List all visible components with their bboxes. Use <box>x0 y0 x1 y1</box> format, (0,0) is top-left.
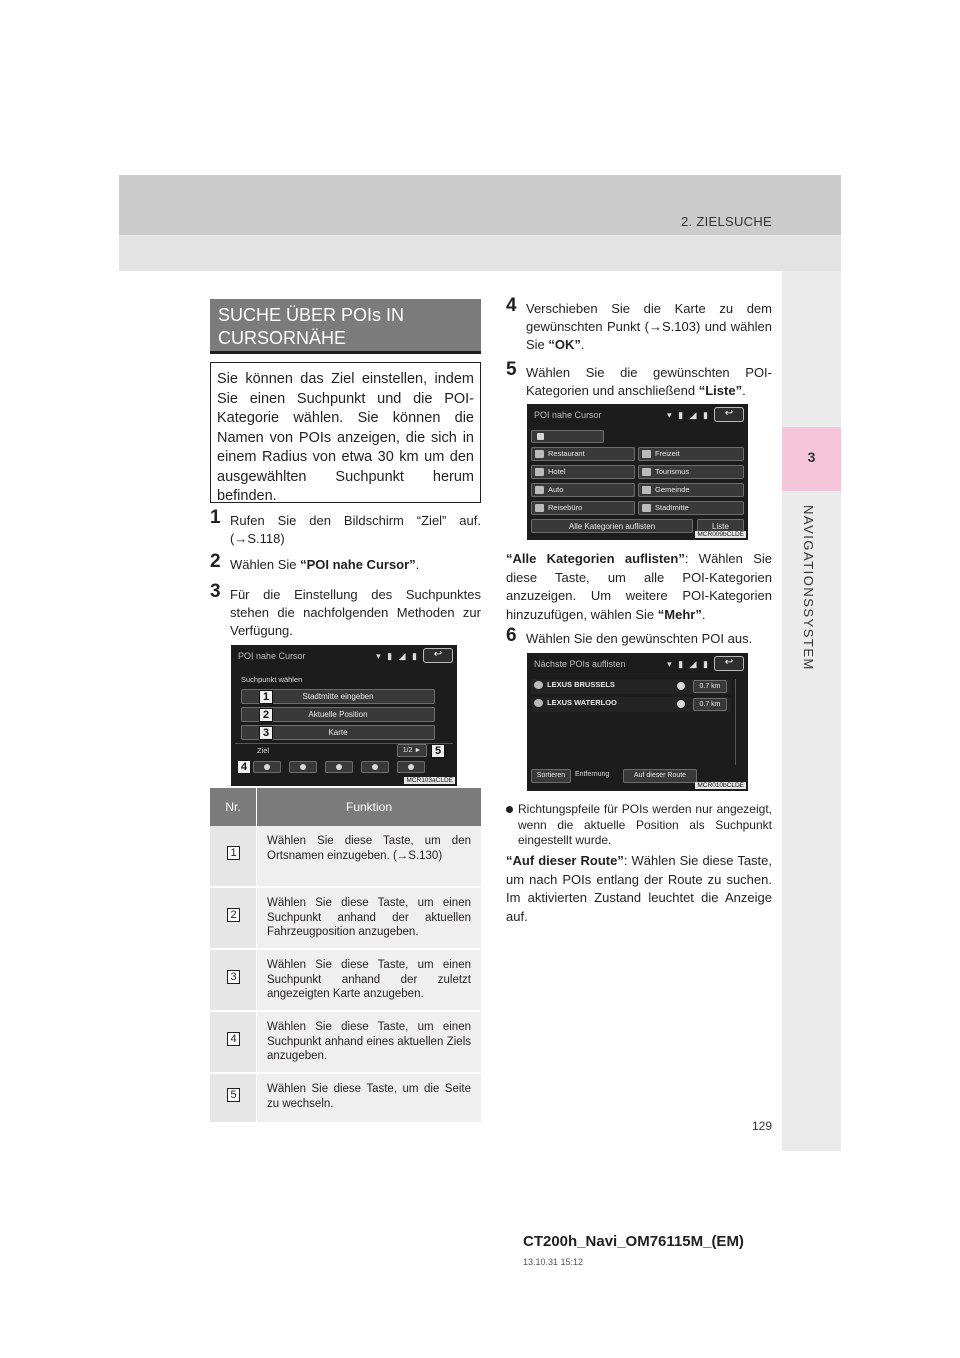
screen-title: POI nahe Cursor <box>238 651 306 661</box>
back-button[interactable]: ↩ <box>714 407 744 422</box>
all-categories-button[interactable]: Alle Kategorien auflisten <box>531 519 693 533</box>
hotel-icon <box>535 468 544 476</box>
screenshot-poi-nahe-cursor <box>231 645 457 786</box>
callout-1: 1 <box>259 690 273 704</box>
step-2 <box>210 551 481 574</box>
page-number: 129 <box>752 1119 773 1133</box>
direction-arrow-icon <box>677 682 685 690</box>
auto-icon <box>535 486 544 494</box>
row-number: 2 <box>227 908 240 922</box>
image-code: MCR103aCLDE <box>406 777 453 784</box>
callout-3: 3 <box>259 726 273 740</box>
callout-4: 4 <box>237 760 251 774</box>
category-reisebuero[interactable]: Reisebüro <box>531 501 635 515</box>
step-number: 5 <box>506 359 517 380</box>
row-text: Wählen Sie diese Taste, um einen Suchpunkt anhand der aktuellen Fahrzeugposition anzugeben. <box>257 888 481 948</box>
step-text: Wählen Sie den gewünschten POI aus. <box>526 631 753 646</box>
option-stadtmitte-button[interactable]: Stadtmitte eingeben <box>241 689 435 704</box>
document-timestamp: 13.10.31 15:12 <box>523 1257 584 1267</box>
status-icons: ▾ ▮ ◢ ▮ <box>376 651 419 661</box>
poi-list-item[interactable]: LEXUS WATERLOO <box>531 697 731 712</box>
category-hotel[interactable]: Hotel <box>531 465 635 479</box>
note-auf-dieser-route: “Auf dieser Route”: Wählen Sie diese Taste, um nach POIs entlang der Route zu suchen. Im aktivierten Zustand leuchtet die Anzeige auf. <box>506 853 772 924</box>
status-icons: ▾ ▮ ◢ ▮ <box>667 410 710 420</box>
stadtmitte-icon <box>642 504 651 512</box>
document-code: CT200h_Navi_OM76115M_(EM) <box>523 1233 744 1250</box>
step-5 <box>506 359 772 400</box>
step-number: 6 <box>506 625 517 646</box>
table-row <box>210 950 481 1012</box>
table-header <box>210 788 481 826</box>
ziel-button-2[interactable] <box>289 761 317 773</box>
row-number: 1 <box>227 846 240 860</box>
ziel-button-5[interactable] <box>397 761 425 773</box>
note-alle-kategorien: “Alle Kategorien auflisten”: Wählen Sie diese Taste, um alle POI-Kategorien anzuzeigen. Um weitere POI-Kategorien hinzuzufügen, wählen Sie “Mehr”. <box>506 551 772 622</box>
poi-icon <box>336 764 342 770</box>
step-number: 2 <box>210 551 221 572</box>
search-icon <box>537 433 544 440</box>
step-4 <box>506 295 772 354</box>
search-icon-button[interactable] <box>531 430 604 443</box>
option-karte-button[interactable]: Karte <box>241 725 435 740</box>
chapter-strip <box>782 271 841 1151</box>
ziel-button-1[interactable] <box>253 761 281 773</box>
scrollbar[interactable] <box>735 679 741 765</box>
category-gemeinde[interactable]: Gemeinde <box>638 483 744 497</box>
screenshot-poi-list <box>527 653 748 791</box>
step-3 <box>210 581 481 640</box>
step-text: Verschieben Sie die Karte zu dem gewünschten Punkt (→S.103) und wählen Sie “OK”. <box>526 301 772 352</box>
screenshot-poi-categories <box>527 404 748 540</box>
sort-label: Entfernung <box>575 771 610 778</box>
category-freizeit[interactable]: Freizeit <box>638 447 744 461</box>
sortieren-button[interactable]: Sortieren <box>531 769 571 783</box>
header-nr: Nr. <box>210 788 257 826</box>
header-funktion: Funktion <box>345 800 393 814</box>
chapter-title: NAVIGATIONSSYSTEM <box>801 505 816 671</box>
table-row <box>210 826 481 888</box>
back-button[interactable]: ↩ <box>714 656 744 671</box>
liste-button[interactable]: Liste <box>697 519 744 533</box>
row-number: 3 <box>227 970 240 984</box>
screen-title: Nächste POIs auflisten <box>534 659 626 669</box>
poi-icon <box>264 764 270 770</box>
gemeinde-icon <box>642 486 651 494</box>
step-text: Wählen Sie die gewünschten POI-Kategorien und anschließend “Liste”. <box>526 365 772 398</box>
step-text: Rufen Sie den Bildschirm “Ziel” auf. (→S.118) <box>230 513 481 546</box>
bullet-note: Richtungspfeile für POIs werden nur angezeigt, wenn die aktuelle Position als Suchpunkt eingestellt wurde. <box>506 802 772 849</box>
poi-icon <box>408 764 414 770</box>
row-text: Wählen Sie diese Taste, um die Seite zu wechseln. <box>257 1074 481 1122</box>
table-row <box>210 1012 481 1074</box>
step-6 <box>506 625 772 648</box>
page-indicator-button[interactable]: 1/2 ► <box>397 744 427 757</box>
poi-icon <box>534 681 543 689</box>
callout-5: 5 <box>431 744 445 758</box>
row-number: 5 <box>227 1088 240 1102</box>
header-section-title: 2. ZIELSUCHE <box>680 214 772 229</box>
image-code: MCR009bCLDE <box>697 531 744 538</box>
ziel-button-3[interactable] <box>325 761 353 773</box>
screen-title: POI nahe Cursor <box>534 410 602 420</box>
restaurant-icon <box>535 450 544 458</box>
chapter-number: 3 <box>807 449 816 465</box>
function-table <box>210 788 481 1124</box>
row-text: Wählen Sie diese Taste, um einen Suchpunkt anhand der zuletzt angezeigten Karte anzugeben. <box>257 950 481 1010</box>
step-number: 3 <box>210 581 221 602</box>
table-row <box>210 1074 481 1124</box>
poi-list-item[interactable]: LEXUS BRUSSELS <box>531 679 731 694</box>
category-auto[interactable]: Auto <box>531 483 635 497</box>
bullet-dot-icon <box>506 806 513 813</box>
row-text: Wählen Sie diese Taste, um den Ortsnamen einzugeben. (→S.130) <box>257 826 481 886</box>
step-1 <box>210 507 481 548</box>
step-text: Wählen Sie “POI nahe Cursor”. <box>230 557 420 572</box>
step-text: Für die Einstellung des Suchpunktes stehen die nachfolgenden Methoden zur Verfügung. <box>230 587 481 638</box>
section-title: SUCHE ÜBER POIs IN CURSORNÄHE <box>218 305 405 348</box>
back-button[interactable]: ↩ <box>423 648 453 663</box>
reisebuero-icon <box>535 504 544 512</box>
poi-icon <box>372 764 378 770</box>
intro-text: Sie können das Ziel einstellen, indem Sie einen Suchpunkt und die POI-Kategorie wählen. Sie können die Namen von POIs anzeigen, die sich in einem Radius von etwa 30 km um den ausgewählten Suchpunkt herum befinden. <box>210 362 481 503</box>
step-number: 4 <box>506 295 517 316</box>
tourismus-icon <box>642 468 651 476</box>
table-row <box>210 888 481 950</box>
option-aktuelle-position-button[interactable]: Aktuelle Position <box>241 707 435 722</box>
poi-distance: 0.7 km <box>693 680 727 693</box>
callout-2: 2 <box>259 708 273 722</box>
ziel-label: Ziel <box>257 746 270 755</box>
auf-dieser-route-button[interactable]: Auf dieser Route <box>623 769 697 783</box>
ziel-button-4[interactable] <box>361 761 389 773</box>
screen-subtitle: Suchpunkt wählen <box>241 675 303 684</box>
poi-distance: 0.7 km <box>693 698 727 711</box>
category-stadtmitte[interactable]: Stadtmitte <box>638 501 744 515</box>
direction-arrow-icon <box>677 700 685 708</box>
poi-icon <box>300 764 306 770</box>
image-code: MCR010bCLDE <box>697 782 744 789</box>
row-text: Wählen Sie diese Taste, um einen Suchpunkt anhand eines aktuellen Ziels anzugeben. <box>257 1012 481 1072</box>
freizeit-icon <box>642 450 651 458</box>
row-number: 4 <box>227 1032 240 1046</box>
poi-icon <box>534 699 543 707</box>
step-number: 1 <box>210 507 221 528</box>
status-icons: ▾ ▮ ◢ ▮ <box>667 659 710 669</box>
category-tourismus[interactable]: Tourismus <box>638 465 744 479</box>
category-restaurant[interactable]: Restaurant <box>531 447 635 461</box>
